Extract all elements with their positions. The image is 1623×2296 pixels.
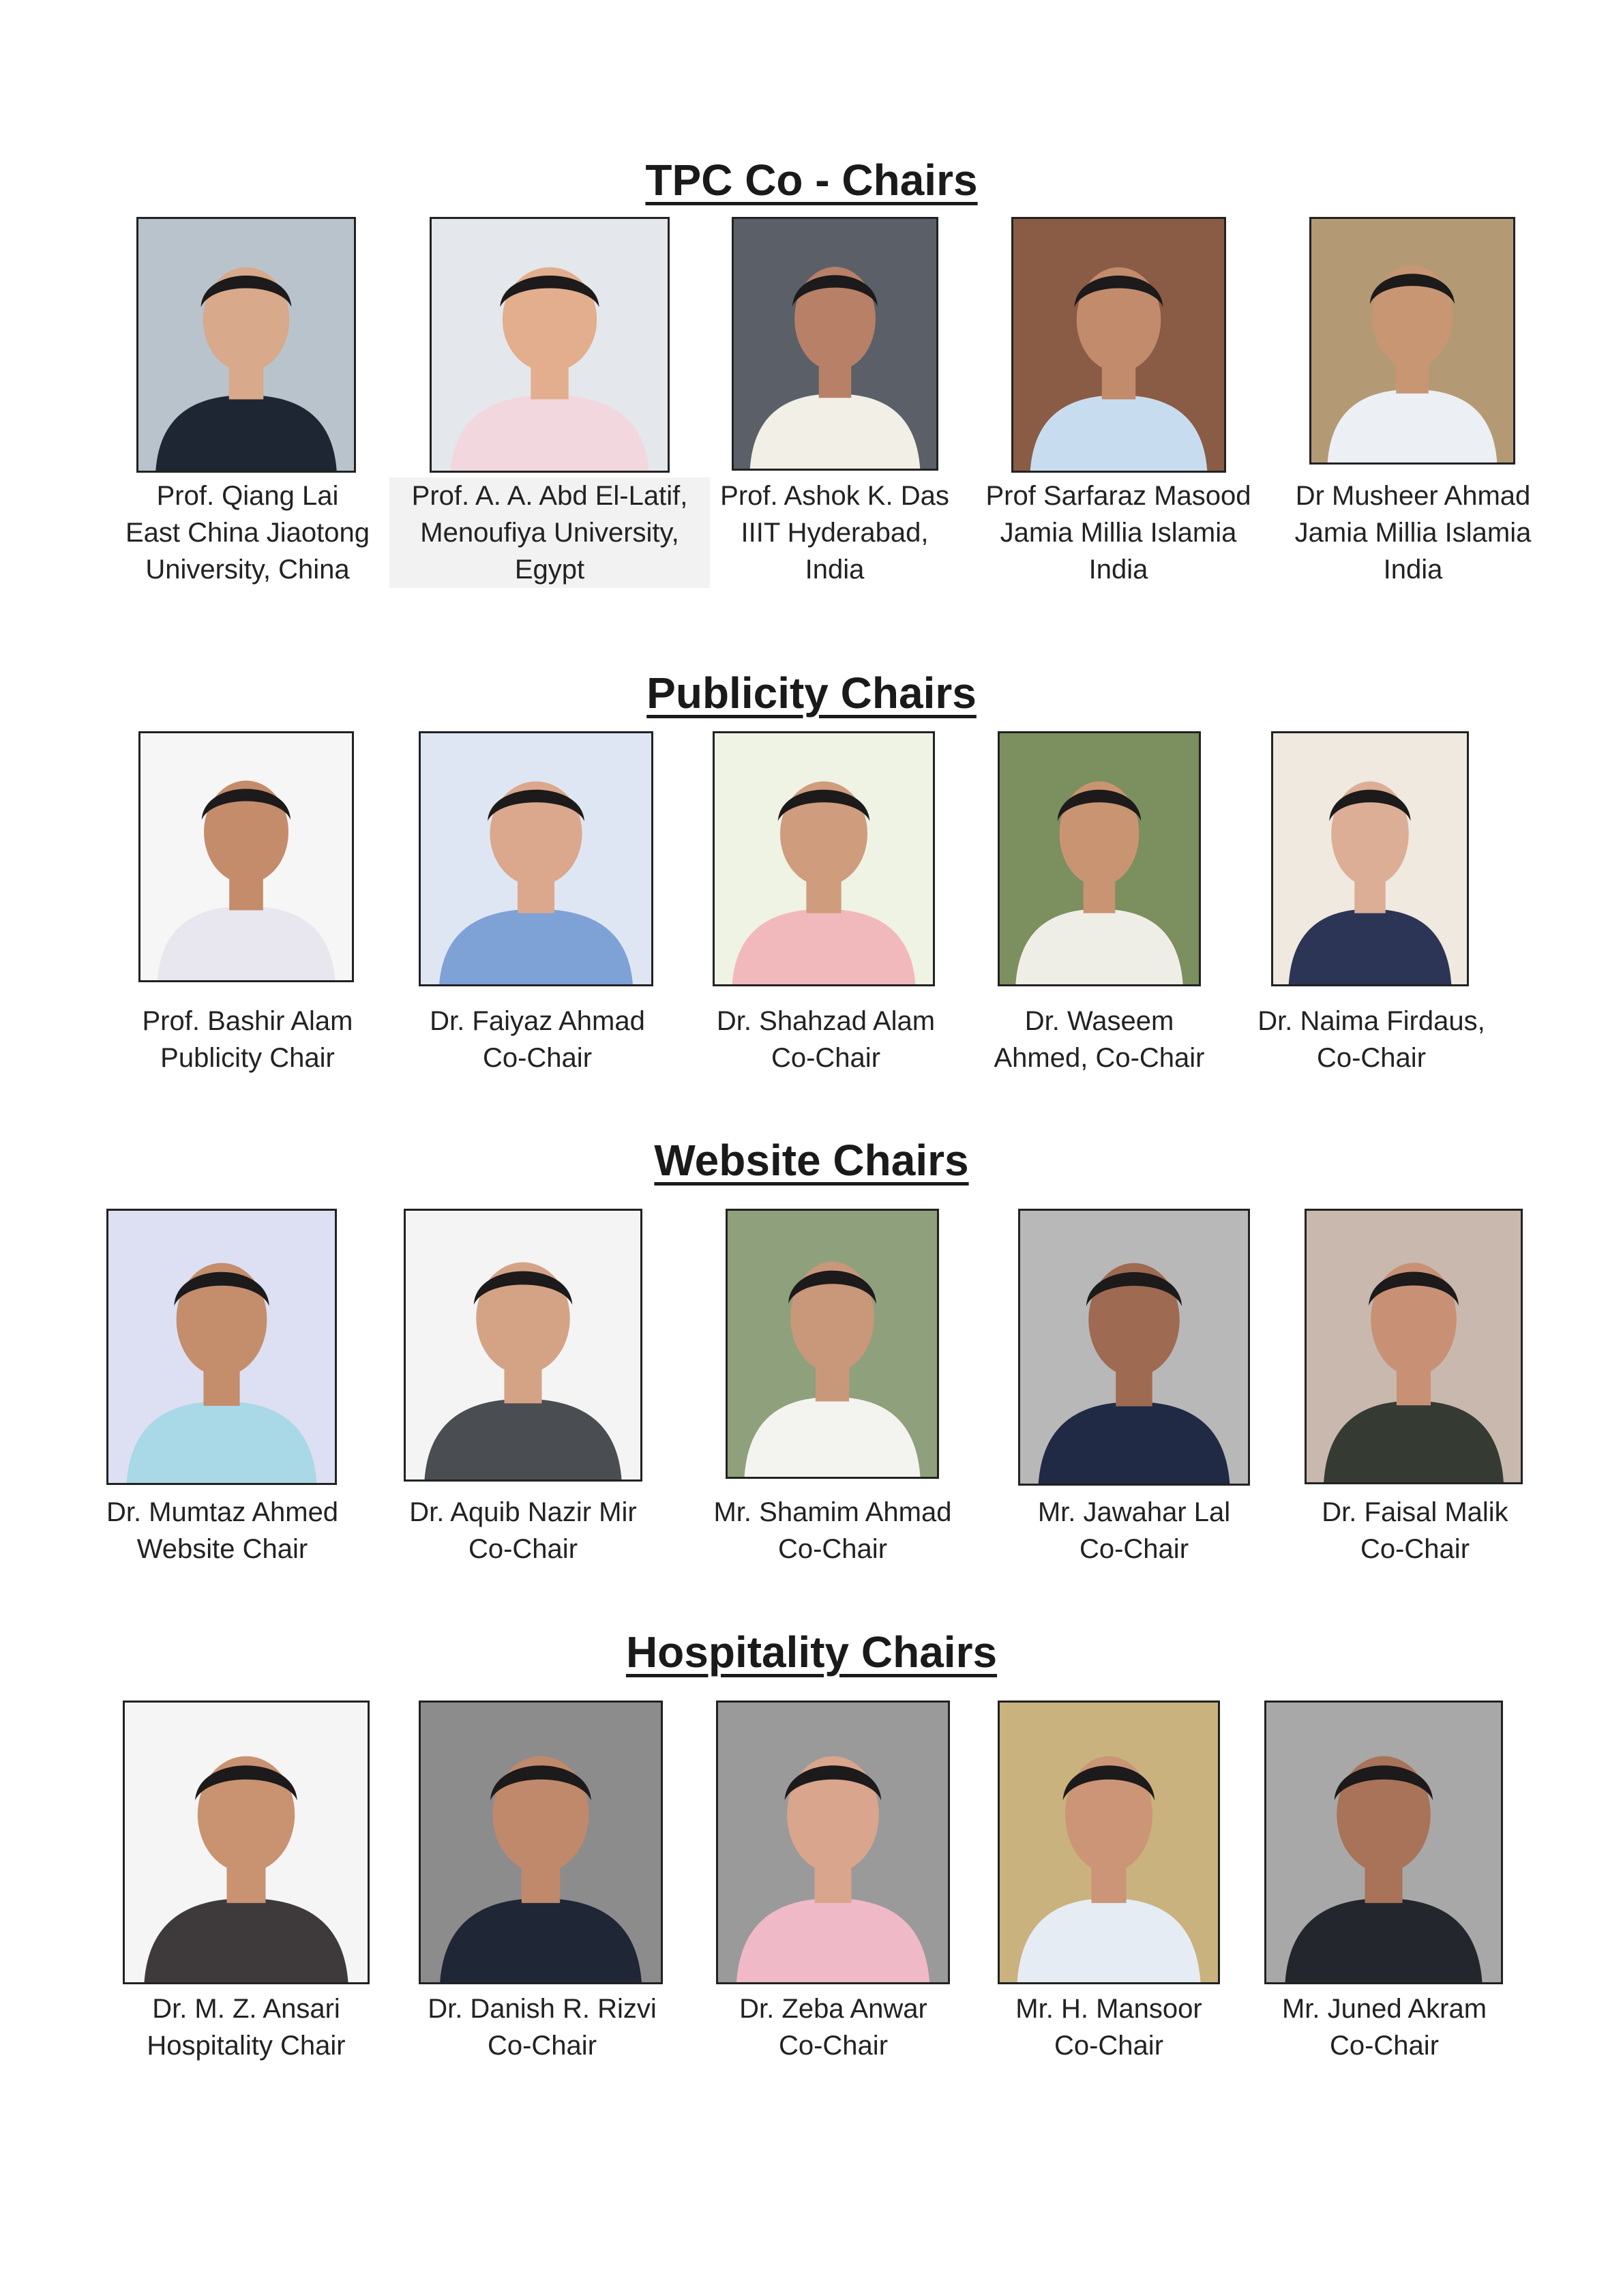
member-name: Dr. M. Z. Ansari xyxy=(152,1994,340,2024)
member-photo xyxy=(1018,1209,1250,1486)
member-caption xyxy=(382,1990,702,2064)
member-detail: East China Jiaotong xyxy=(125,518,370,548)
portrait-image xyxy=(718,1703,948,1982)
member-photo xyxy=(732,217,938,471)
member-photo xyxy=(1271,731,1469,986)
member-caption xyxy=(1224,1990,1545,2064)
member-detail: Hospitality Chair xyxy=(147,2031,346,2061)
member-detail: Co-Chair xyxy=(487,2031,597,2061)
member-name: Prof. Qiang Lai xyxy=(156,481,339,511)
member-detail: Co-Chair xyxy=(1316,1043,1427,1073)
member-detail: Jamia Millia Islamia xyxy=(1000,518,1237,548)
section-heading xyxy=(0,1134,1623,1186)
portrait-image xyxy=(1266,1703,1501,1982)
portrait-image xyxy=(406,1211,640,1480)
member-caption xyxy=(389,477,710,588)
portrait-image xyxy=(432,219,668,471)
member-photo xyxy=(1264,1701,1503,1984)
member-photo xyxy=(1305,1209,1523,1484)
member-name: Dr. Faisal Malik xyxy=(1322,1497,1508,1527)
member-caption xyxy=(1211,1003,1532,1076)
member-caption xyxy=(673,1990,994,2064)
member-caption xyxy=(377,1003,698,1076)
member-detail: Jamia Millia Islamia xyxy=(1294,518,1532,548)
member-photo xyxy=(123,1701,370,1984)
member-caption xyxy=(666,1003,986,1076)
member-name: Dr. Zeba Anwar xyxy=(739,1994,927,2024)
portrait-image xyxy=(715,733,933,984)
member-photo xyxy=(998,731,1201,986)
section-heading-text: Publicity Chairs xyxy=(646,668,977,718)
member-detail: Egypt xyxy=(514,555,585,585)
member-detail: Co-Chair xyxy=(468,1534,578,1564)
member-name: Mr. Jawahar Lal xyxy=(1037,1497,1231,1527)
member-detail: Co-Chair xyxy=(771,1043,881,1073)
portrait-image xyxy=(108,1211,335,1483)
member-name: Mr. Juned Akram xyxy=(1281,1994,1487,2024)
member-caption xyxy=(674,477,995,588)
member-caption xyxy=(672,1494,993,1568)
portrait-image xyxy=(728,1211,937,1477)
member-name: Dr. Aquib Nazir Mir xyxy=(409,1497,637,1527)
member-caption xyxy=(86,1990,406,2064)
portrait-image xyxy=(1013,219,1224,471)
member-photo xyxy=(1011,217,1226,473)
member-photo xyxy=(106,1209,337,1485)
member-detail: Co-Chair xyxy=(1360,1534,1470,1564)
portrait-image xyxy=(1307,1211,1521,1482)
member-photo xyxy=(419,1701,663,1984)
member-name: Dr. Shahzad Alam xyxy=(716,1006,936,1036)
section-heading-text: Hospitality Chairs xyxy=(625,1628,998,1677)
portrait-image xyxy=(1311,219,1513,462)
member-photo xyxy=(1309,217,1515,465)
member-caption xyxy=(363,1494,683,1568)
member-detail: India xyxy=(1088,555,1148,585)
portrait-image xyxy=(1000,733,1199,984)
member-detail: Website Chair xyxy=(136,1534,308,1564)
member-detail: Co-Chair xyxy=(482,1043,593,1073)
member-name: Prof. A. A. Abd El-Latif, xyxy=(411,481,688,511)
member-name: Dr. Waseem xyxy=(1024,1006,1174,1036)
member-name: Prof. Bashir Alam xyxy=(142,1006,353,1036)
member-caption xyxy=(87,1003,408,1076)
member-photo xyxy=(430,217,670,473)
member-name: Prof Sarfaraz Masood xyxy=(985,481,1251,511)
portrait-image xyxy=(421,1703,661,1982)
member-detail: Ahmed, Co-Chair xyxy=(994,1043,1205,1073)
member-detail: Co-Chair xyxy=(1054,2031,1164,2061)
portrait-image xyxy=(1020,1211,1248,1484)
member-name: Dr. Mumtaz Ahmed xyxy=(106,1497,339,1527)
member-photo xyxy=(998,1701,1220,1984)
member-name: Mr. H. Mansoor xyxy=(1015,1994,1202,2024)
member-photo xyxy=(404,1209,642,1482)
member-caption xyxy=(974,1494,1294,1568)
member-detail: Co-Chair xyxy=(1329,2031,1440,2061)
portrait-image xyxy=(138,219,354,471)
member-photo xyxy=(136,217,356,473)
member-detail: Co-Chair xyxy=(1079,1534,1189,1564)
portrait-image xyxy=(125,1703,368,1982)
member-detail: University, China xyxy=(145,555,350,585)
member-caption xyxy=(1253,477,1573,588)
member-detail: India xyxy=(1383,555,1443,585)
member-caption xyxy=(62,1494,383,1568)
portrait-image xyxy=(140,733,352,980)
member-name: Prof. Ashok K. Das xyxy=(720,481,949,511)
member-photo xyxy=(713,731,935,986)
member-caption xyxy=(958,477,1279,588)
member-detail: Publicity Chair xyxy=(160,1043,335,1073)
member-caption xyxy=(949,1990,1269,2064)
member-name: Mr. Shamim Ahmad xyxy=(713,1497,952,1527)
member-photo xyxy=(419,731,653,986)
section-heading xyxy=(0,667,1623,719)
section-heading-text: TPC Co - Chairs xyxy=(645,156,978,205)
member-name: Dr Musheer Ahmad xyxy=(1295,481,1531,511)
portrait-image xyxy=(421,733,651,984)
portrait-image xyxy=(734,219,936,469)
portrait-image xyxy=(1273,733,1467,984)
section-heading-text: Website Chairs xyxy=(654,1136,969,1185)
member-detail: Co-Chair xyxy=(778,2031,889,2061)
section-heading xyxy=(0,1626,1623,1678)
member-photo xyxy=(716,1701,950,1984)
portrait-image xyxy=(1000,1703,1218,1982)
member-name: Dr. Faiyaz Ahmad xyxy=(430,1006,645,1036)
member-caption xyxy=(1255,1494,1575,1568)
member-detail: Menoufiya University, xyxy=(420,518,679,548)
member-caption xyxy=(87,477,408,588)
member-name: Dr. Naima Firdaus, xyxy=(1257,1006,1485,1036)
member-detail: India xyxy=(805,555,865,585)
member-detail: IIIT Hyderabad, xyxy=(741,518,929,548)
member-name: Dr. Danish R. Rizvi xyxy=(428,1994,657,2024)
member-photo xyxy=(726,1209,939,1479)
member-detail: Co-Chair xyxy=(777,1534,888,1564)
member-photo xyxy=(138,731,354,982)
section-heading xyxy=(0,154,1623,206)
